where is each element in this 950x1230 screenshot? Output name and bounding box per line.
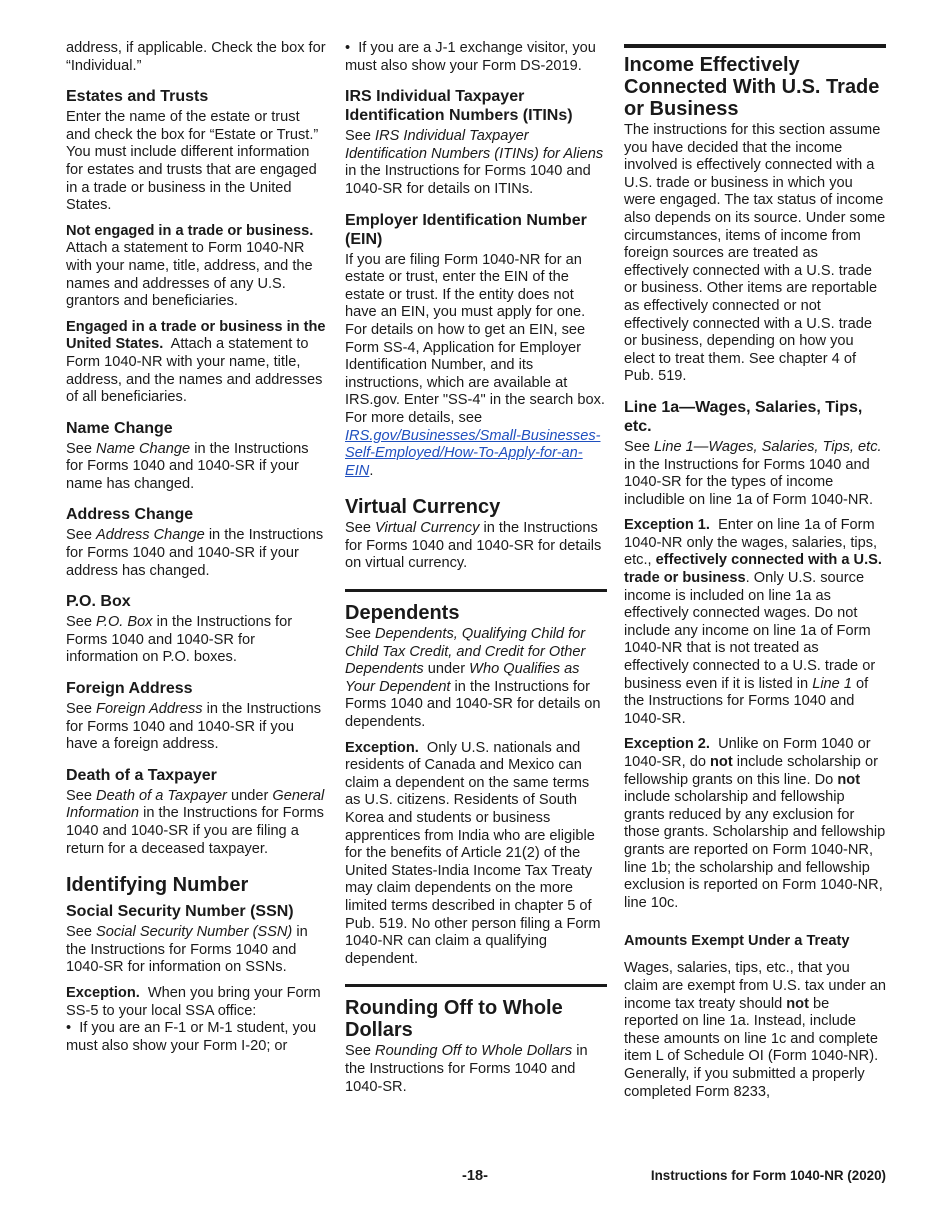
heading-dependents: Dependents [345,602,460,625]
exception-lead: Exception. [345,739,419,756]
itin-paragraph [345,128,607,198]
dependents-paragraph [345,626,607,732]
exception-1-text-2: . Only U.S. source income is included on line 1a as effectively connected wages. Do not include any income on line 1a of Form 1040-NR that is not treated as effectively connected to a U.S. trade or business even if it is listed in [624,570,876,692]
exception-2-text-3: include scholarship and fellowship grants reduced by any exclusion for those grants. Scholarship and fellowship grants are reported on Form 1040-NR, line 1b; the scholarship and fellowship exclusion is reported on Form 1040-NR, line 10c. [624,789,886,911]
exception-1-paragraph [624,517,886,728]
death-text: in the Instructions for Forms 1040 and 1040-SR if you are filing a return for a deceased taxpayer. [66,805,324,857]
bullet-f1-student: • If you are an F-1 or M-1 student, you must also show your Form I-20; or [66,1020,328,1055]
heading-foreign-address: Foreign Address [66,680,193,698]
see-text: See [345,128,371,145]
exception-1-bold: effectively connected with a U.S. trade or business [624,552,882,587]
heading-identifying-number: Identifying Number [66,874,249,897]
heading-ein: Employer Identification Number (EIN) [345,211,587,248]
bullet-j1-visitor: • If you are a J-1 exchange visitor, you must also show your Form DS-2019. [345,40,607,75]
see-text: See [66,440,92,457]
po-box-ref: P.O. Box [96,614,153,631]
footer-title: Instructions for Form 1040-NR (2020) [650,1168,886,1183]
ssn-ref: Social Security Number (SSN) [96,924,293,941]
po-box-text: in the Instructions for Forms 1040 and 1040-SR for information on P.O. boxes. [66,614,293,666]
heading-itin: IRS Individual Taxpayer Identification Numbers (ITINs) [345,88,573,125]
who-qualifies-ref: Who Qualifies as Your Dependent [345,661,580,695]
virtual-ref: Virtual Currency [375,520,480,537]
column-1 [66,40,328,1055]
not-emphasis: not [786,995,809,1012]
see-text: See [345,626,371,643]
estates-paragraph: Enter the name of the estate or trust and check the box for “Estate or Trust.” You must include different information for estates and trusts that are engaged in a trade or business in the United States. [66,109,319,214]
treaty-paragraph [624,960,886,1101]
see-text: See [345,1043,371,1060]
see-text: See [624,438,650,455]
heading-virtual-currency: Virtual Currency [345,496,501,519]
heading-estates-and-trusts: Estates and Trusts [66,88,209,106]
death-mid: under [230,787,269,804]
see-text: See [345,520,371,537]
engaged-text: Attach a statement to Form 1040-NR with your name, title, address, and the names and addresses of all beneficiaries. [66,336,323,406]
dependents-ref: Dependents, Qualifying Child for Child Tax Credit, and Credit for Other Dependents [345,626,586,678]
exception-lead: Exception. [66,984,140,1001]
line-1a-text: in the Instructions for Forms 1040 and 1040-SR for the types of income includible on line 1a of Form 1040-NR. [624,456,874,508]
column-3 [624,40,886,1101]
foreign-address-text: in the Instructions for Forms 1040 and 1040-SR if you have a foreign address. [66,701,322,753]
ein-text: If you are filing Form 1040-NR for an estate or trust, enter the EIN of the estate or trust. If the entity does not have an EIN, you must apply for one. For details on how to get an EIN, see Form SS-4, Application for Employer Identification Number, and its instructions, which are available at IRS.gov. Enter "SS-4" in the search box. For more details, see [345,251,605,426]
virtual-text: in the Instructions for Forms 1040 and 1040-SR for details on virtual currency. [345,520,602,572]
rounding-text: in the Instructions for Forms 1040 and 1040-SR. [345,1043,588,1095]
heading-income-effectively-connected: Income Effectively Connected With U.S. Trade or Business [624,54,880,120]
heading-name-change: Name Change [66,419,173,437]
not-engaged-text: Attach a statement to Form 1040-NR with your name, title, address, and the names and addresses of any U.S. grantors and beneficiaries. [66,240,313,310]
itin-ref: IRS Individual Taxpayer Identification Numbers (ITINs) for Aliens [345,128,604,162]
income-paragraph: The instructions for this section assume you have decided that the income involved is effectively connected with a U.S. trade or business in which you were engaged. The tax status of income also depends on its source. Under some circumstances, items of income from foreign sources are treated as effectively connected with a U.S. trade or business. Other items are reportable as effectively connected or not effectively connected with a U.S. trade or business, depending on how you elect to treat them. See chapter 4 of Pub. 519. [624,122,886,385]
name-change-paragraph [66,441,328,494]
line-1-ref: Line 1—Wages, Salaries, Tips, etc. [654,438,882,455]
itin-text: in the Instructions for Forms 1040 and 1040-SR for details on ITINs. [345,163,591,197]
death-paragraph [66,788,328,858]
heading-death-of-taxpayer: Death of a Taxpayer [66,766,217,784]
heading-po-box: P.O. Box [66,593,131,611]
exception-2-text-2: include scholarship or fellowship grants on this line. Do [624,754,878,788]
dependents-text: in the Instructions for Forms 1040 and 1040-SR for details on dependents. [345,678,601,731]
heading-rounding: Rounding Off to Whole Dollars [345,997,563,1042]
ssn-paragraph [66,924,328,977]
treaty-text-1: Wages, salaries, tips, etc., that you claim are exempt from U.S. tax under an income tax treaty should [624,960,886,1012]
period: . [369,462,374,479]
name-change-ref: Name Change [96,440,191,457]
see-text: See [66,924,92,941]
not-engaged-lead: Not engaged in a trade or business. [66,222,314,239]
engaged-paragraph [66,319,328,407]
heading-amounts-exempt-treaty: Amounts Exempt Under a Treaty [624,933,850,950]
exception-2-lead: Exception 2. [624,736,710,753]
rounding-paragraph [345,1043,607,1096]
death-ref: Death of a Taxpayer [96,787,227,804]
rounding-ref: Rounding Off to Whole Dollars [375,1043,573,1060]
income-section [624,44,886,386]
ein-link[interactable]: IRS.gov/Businesses/Small-Businesses-Self-Employed/How-To-Apply-for-an-EIN [345,427,601,479]
ssn-exception-paragraph [66,985,328,1020]
virtual-paragraph [345,520,607,573]
ein-paragraph [345,252,607,481]
see-text: See [66,787,92,804]
page-number: -18- [462,1168,488,1184]
heading-ssn: Social Security Number (SSN) [66,903,294,921]
line-1a-paragraph [624,439,886,509]
exception-text: Only U.S. nationals and residents of Canada and Mexico can claim a dependent on the same terms as U.S. citizens. Residents of South Korea and students or business apprentices from India who are eligible for the benefits of Article 21(2) of the United States-India Income Tax Treaty may claim dependents on the more limited terms described in chapter 5 of Pub. 519. No other person filing a Form 1040-NR can claim a qualifying dependent. [345,739,601,967]
exception-2-text-1: Unlike on Form 1040 or 1040-SR, do [624,736,871,770]
dependents-exception-paragraph [345,740,607,969]
see-text: See [66,701,92,718]
not-emphasis: not [837,771,861,788]
heading-address-change: Address Change [66,506,194,524]
heading-line-1a: Line 1a—Wages, Salaries, Tips, etc. [624,398,863,435]
po-box-paragraph [66,614,328,667]
column-2 [345,40,607,1096]
foreign-address-ref: Foreign Address [96,701,203,718]
exception-1-line-ref: Line 1 [812,675,852,692]
exception-1-text-3: of the Instructions for Forms 1040 and 1040-SR. [624,675,869,727]
exception-1-lead: Exception 1. [624,517,710,534]
address-change-ref: Address Change [96,527,205,544]
engaged-lead: Engaged in a trade or business in the United States. [66,318,326,353]
see-text: See [66,527,92,544]
address-change-paragraph [66,527,328,580]
name-change-text: in the Instructions for Forms 1040 and 1040-SR if your name has changed. [66,440,309,492]
rounding-section [345,984,607,1096]
exception-text: When you bring your Form SS-5 to your local SSA office: [66,984,321,1019]
see-text: See [66,614,92,631]
foreign-address-paragraph [66,701,328,754]
dependents-section [345,589,607,968]
not-engaged-paragraph [66,223,328,311]
exception-2-paragraph [624,736,886,912]
ssn-text: in the Instructions for Forms 1040 and 1040-SR for information on SSNs. [66,924,308,976]
dependents-mid: under [427,661,466,678]
general-info-ref: General Information [66,787,325,822]
intro-paragraph: address, if applicable. Check the box for “Individual.” [66,40,326,74]
exception-1-text: Enter on line 1a of Form 1040-NR only the wages, salaries, tips, etc., [624,517,878,569]
treaty-text-2: be reported on line 1a. Instead, include these amounts on line 1c and complete item L of Schedule OI (Form 1040-NR). Generally, if you submitted a properly completed Form 8233, [624,995,879,1100]
not-emphasis: not [710,754,733,770]
address-change-text: in the Instructions for Forms 1040 and 1040-SR if your address has changed. [66,527,324,579]
